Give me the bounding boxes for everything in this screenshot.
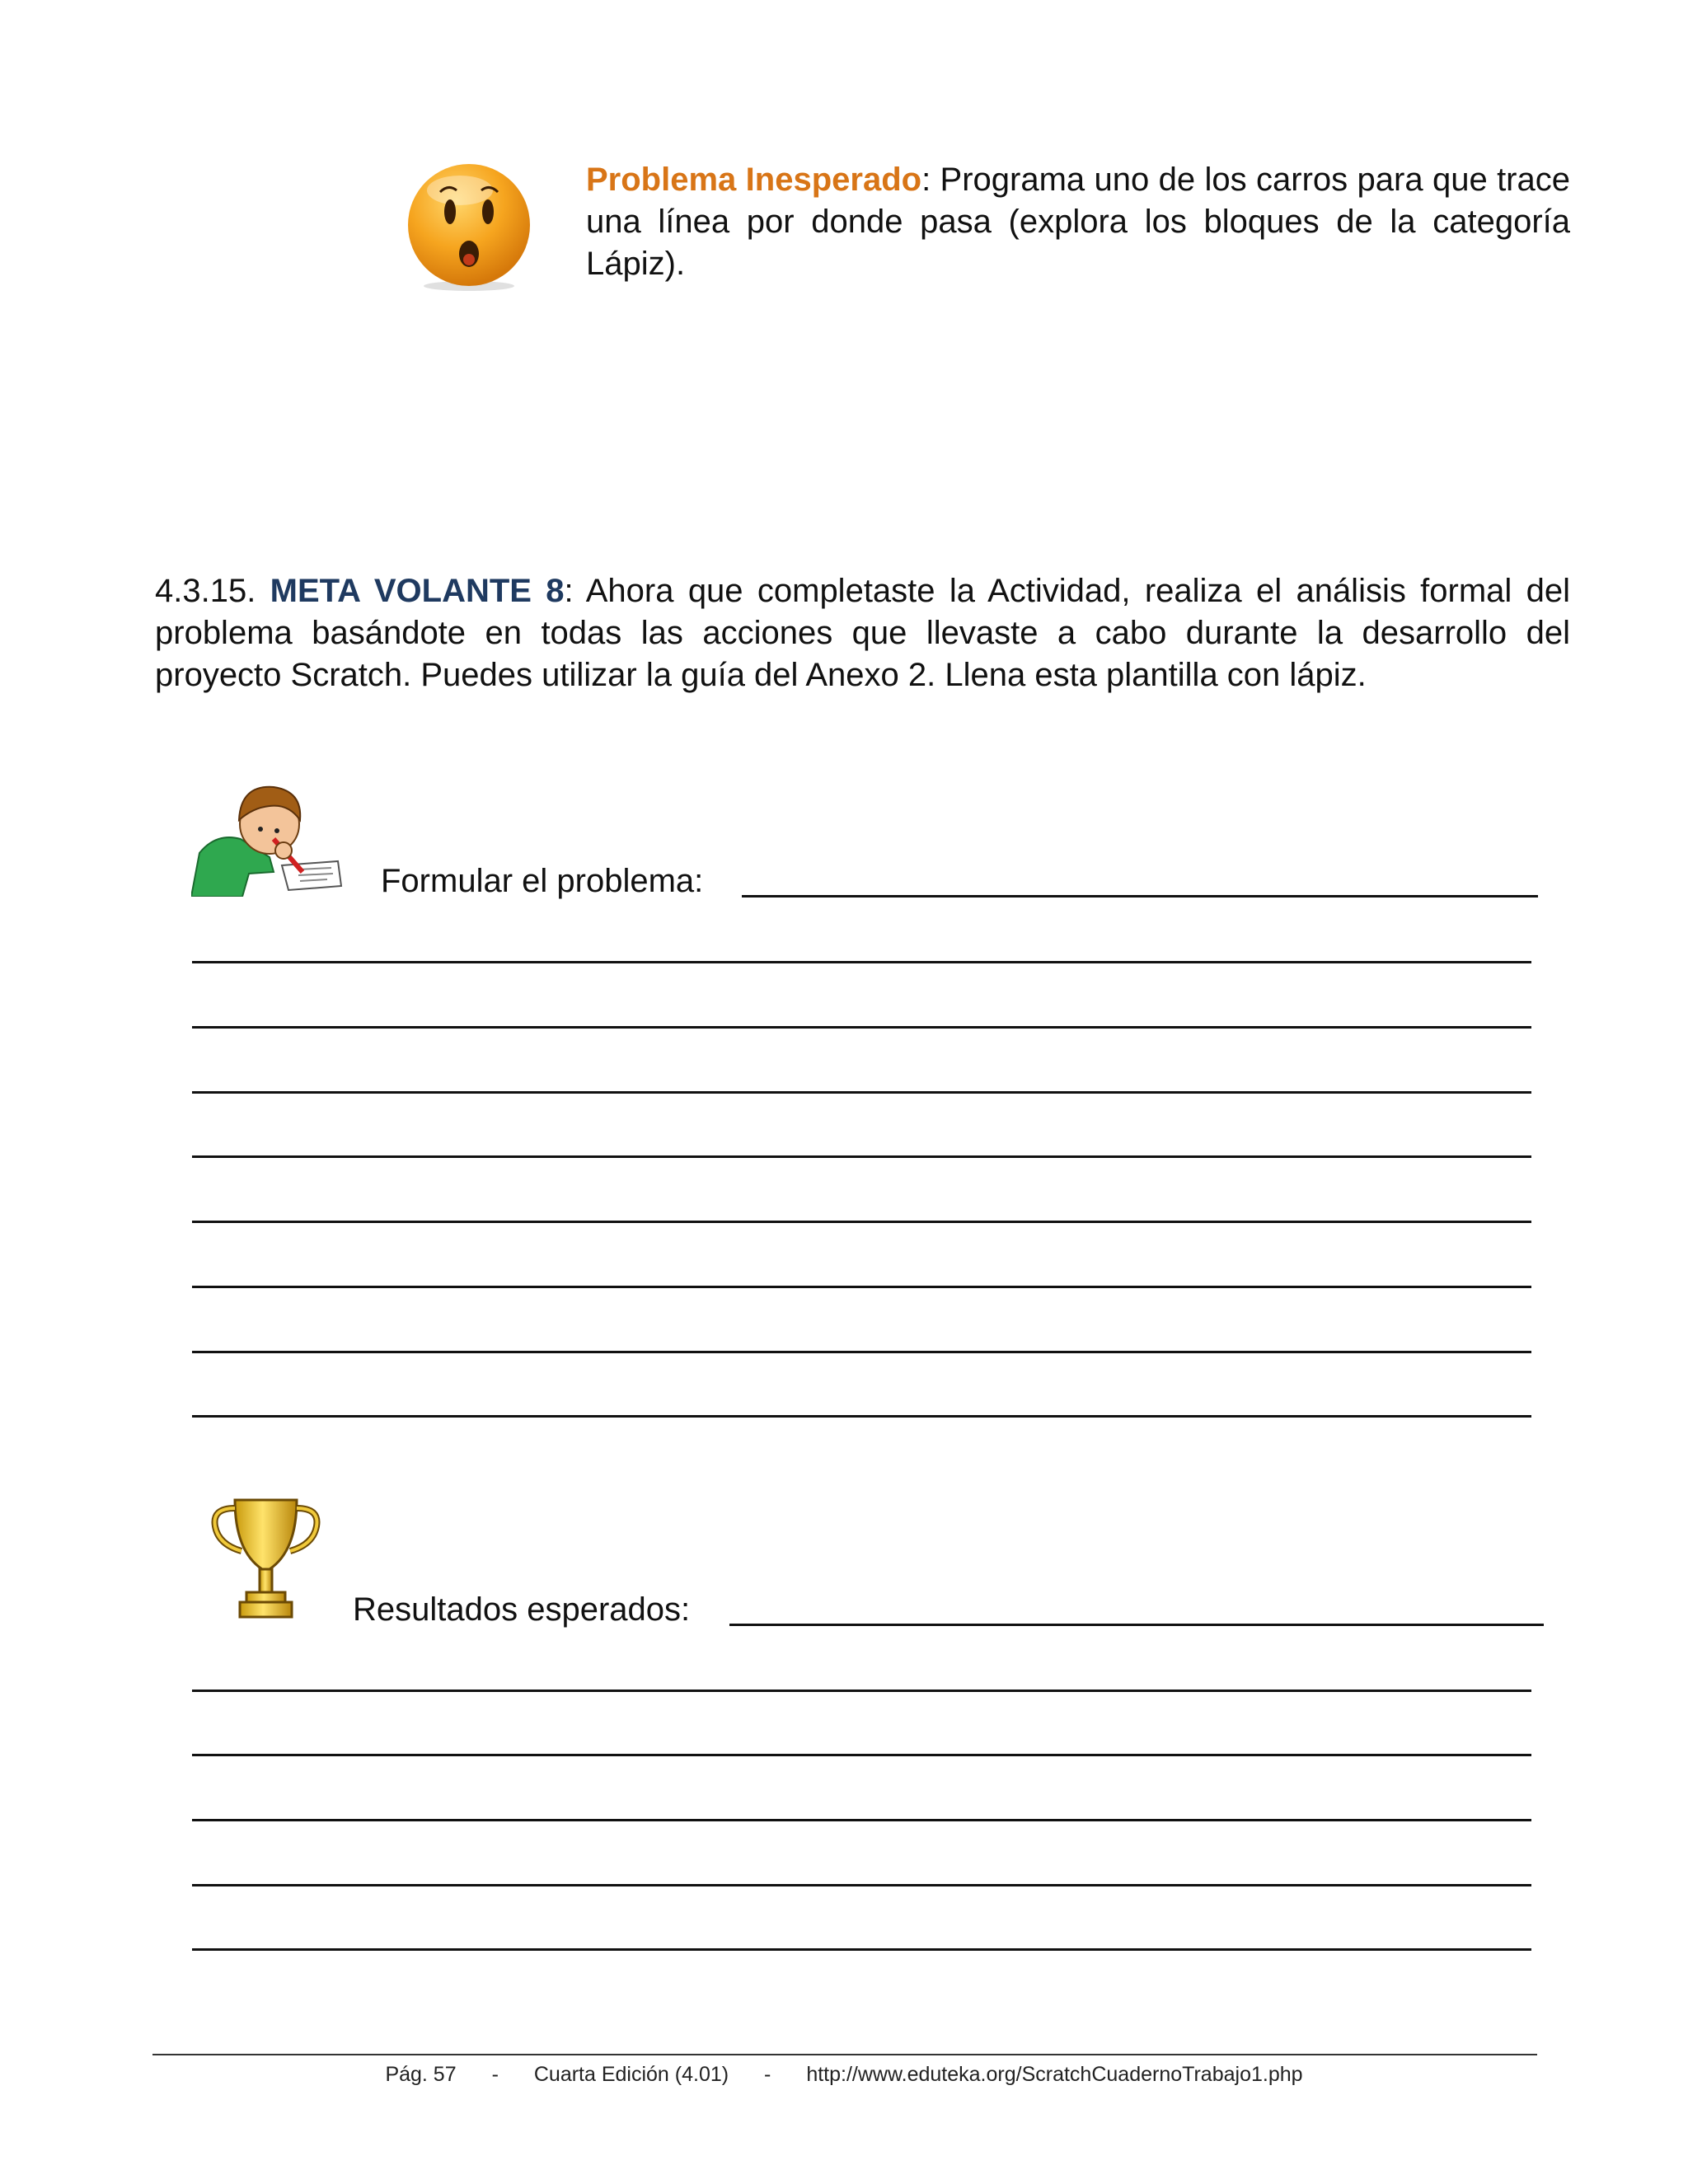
formular-line[interactable] bbox=[192, 961, 1531, 963]
meta-title: META VOLANTE 8 bbox=[270, 573, 565, 609]
resultados-line[interactable] bbox=[192, 1690, 1531, 1692]
formular-inline-line[interactable] bbox=[742, 895, 1538, 898]
problema-title: Problema Inesperado bbox=[586, 162, 922, 198]
formular-line[interactable] bbox=[192, 1351, 1531, 1353]
problema-text: : Programa uno de los carros para que trace una línea por donde pasa (explora los bloques de la categoría Lápiz). bbox=[586, 162, 1570, 282]
problema-paragraph bbox=[586, 159, 1570, 285]
footer-divider bbox=[152, 2054, 1537, 2055]
formular-line[interactable] bbox=[192, 1415, 1531, 1418]
resultados-inline-line[interactable] bbox=[729, 1624, 1544, 1626]
footer bbox=[0, 2063, 1688, 2087]
meta-paragraph bbox=[155, 570, 1570, 696]
resultados-line[interactable] bbox=[192, 1819, 1531, 1821]
formular-line[interactable] bbox=[192, 1221, 1531, 1223]
meta-text: : Ahora que completaste la Actividad, realiza el análisis formal del problema basándote en todas las acciones que llevaste a cabo durante la desarrollo del proyecto Scratch. Puedes utilizar la guía del Anexo 2. Llena esta plantilla con lápiz. bbox=[155, 573, 1570, 693]
resultados-line[interactable] bbox=[192, 1884, 1531, 1886]
footer-edition: Cuarta Edición (4.01) bbox=[533, 2063, 729, 2086]
formular-label: Formular el problema: bbox=[381, 863, 704, 899]
resultados-line[interactable] bbox=[192, 1948, 1531, 1951]
trophy-icon bbox=[210, 1493, 321, 1624]
resultados-label: Resultados esperados: bbox=[353, 1591, 691, 1628]
footer-separator: - bbox=[491, 2063, 499, 2086]
formular-line[interactable] bbox=[192, 1091, 1531, 1094]
meta-number: 4.3.15. bbox=[155, 573, 256, 609]
surprised-face-icon bbox=[402, 161, 536, 294]
footer-separator: - bbox=[764, 2063, 771, 2086]
formular-line[interactable] bbox=[192, 1286, 1531, 1288]
formular-line[interactable] bbox=[192, 1155, 1531, 1158]
footer-page: Pág. 57 bbox=[385, 2063, 457, 2086]
formular-line[interactable] bbox=[192, 1026, 1531, 1029]
student-writing-icon bbox=[191, 775, 344, 897]
footer-url[interactable]: http://www.eduteka.org/ScratchCuadernoTrabajo1.php bbox=[806, 2063, 1303, 2086]
resultados-line[interactable] bbox=[192, 1754, 1531, 1756]
